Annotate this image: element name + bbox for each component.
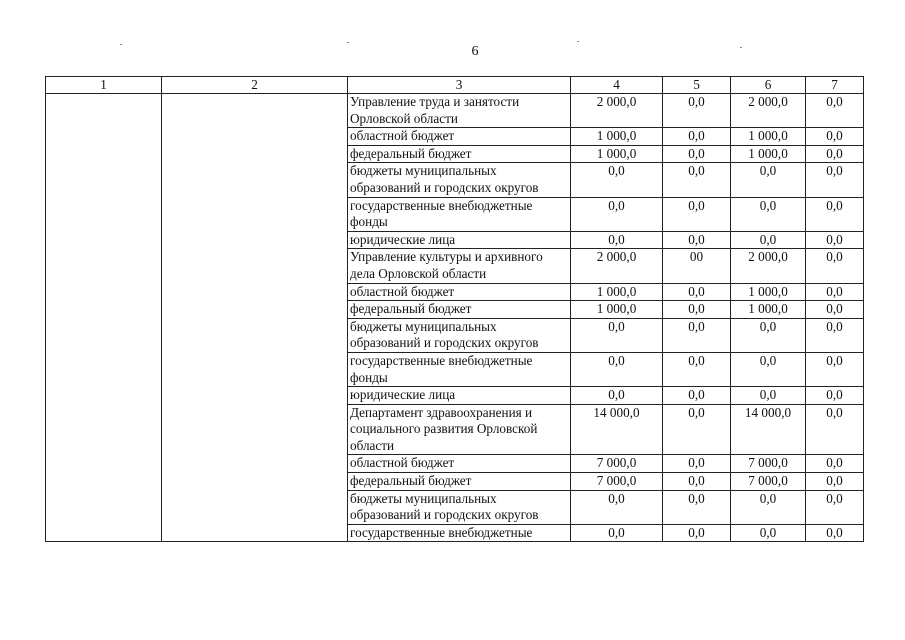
- amount-c7: 0,0: [806, 318, 864, 352]
- amount-c6: 0,0: [731, 352, 806, 386]
- amount-c5: 0,0: [663, 163, 731, 197]
- amount-c7: 0,0: [806, 197, 864, 231]
- amount-c4: 2 000,0: [571, 94, 663, 128]
- amount-c6: 0,0: [731, 387, 806, 405]
- scan-speck: [577, 41, 579, 42]
- column-1-cell: [46, 94, 162, 542]
- amount-c6: 0,0: [731, 197, 806, 231]
- funding-source-name: областной бюджет: [348, 455, 571, 473]
- amount-c7: 0,0: [806, 404, 864, 455]
- amount-c6: 7 000,0: [731, 455, 806, 473]
- amount-c6: 1 000,0: [731, 145, 806, 163]
- funding-source-name: федеральный бюджет: [348, 301, 571, 319]
- amount-c6: 0,0: [731, 524, 806, 542]
- amount-c4: 0,0: [571, 524, 663, 542]
- funding-source-name: бюджеты муниципальных образований и городских округов: [348, 318, 571, 352]
- amount-c6: 0,0: [731, 318, 806, 352]
- amount-c6: 1 000,0: [731, 128, 806, 146]
- amount-c7: 0,0: [806, 249, 864, 283]
- amount-c5: 0,0: [663, 490, 731, 524]
- scan-speck: [740, 47, 742, 48]
- amount-c5: 0,0: [663, 318, 731, 352]
- amount-c5: 0,0: [663, 455, 731, 473]
- amount-c6: 2 000,0: [731, 249, 806, 283]
- amount-c5: 0,0: [663, 197, 731, 231]
- amount-c4: 0,0: [571, 163, 663, 197]
- header-row: [46, 77, 864, 94]
- table-row: [46, 94, 864, 128]
- funding-source-name: Управление культуры и архивного дела Орловской области: [348, 249, 571, 283]
- funding-source-name: государственные внебюджетные: [348, 524, 571, 542]
- amount-c4: 1 000,0: [571, 128, 663, 146]
- column-header: 4: [571, 77, 663, 94]
- column-header: 5: [663, 77, 731, 94]
- amount-c5: 0,0: [663, 473, 731, 491]
- amount-c6: 0,0: [731, 231, 806, 249]
- amount-c7: 0,0: [806, 455, 864, 473]
- amount-c5: 0,0: [663, 352, 731, 386]
- funding-source-name: Управление труда и занятости Орловской области: [348, 94, 571, 128]
- amount-c4: 0,0: [571, 490, 663, 524]
- funding-source-name: государственные внебюджетные фонды: [348, 197, 571, 231]
- funding-source-name: федеральный бюджет: [348, 473, 571, 491]
- amount-c7: 0,0: [806, 145, 864, 163]
- funding-source-name: юридические лица: [348, 387, 571, 405]
- amount-c7: 0,0: [806, 163, 864, 197]
- amount-c4: 7 000,0: [571, 455, 663, 473]
- amount-c4: 0,0: [571, 318, 663, 352]
- amount-c6: 1 000,0: [731, 283, 806, 301]
- column-header: 2: [162, 77, 348, 94]
- amount-c5: 0,0: [663, 387, 731, 405]
- amount-c4: 0,0: [571, 197, 663, 231]
- amount-c7: 0,0: [806, 473, 864, 491]
- amount-c4: 0,0: [571, 352, 663, 386]
- funding-source-name: бюджеты муниципальных образований и городских округов: [348, 490, 571, 524]
- amount-c4: 0,0: [571, 231, 663, 249]
- table-body: [46, 94, 864, 542]
- budget-table: [45, 76, 864, 542]
- column-header: 7: [806, 77, 864, 94]
- funding-source-name: федеральный бюджет: [348, 145, 571, 163]
- amount-c6: 1 000,0: [731, 301, 806, 319]
- scan-speck: [347, 42, 349, 43]
- amount-c6: 14 000,0: [731, 404, 806, 455]
- amount-c7: 0,0: [806, 301, 864, 319]
- page-number: 6: [471, 44, 479, 59]
- column-2-cell: [162, 94, 348, 542]
- amount-c6: 2 000,0: [731, 94, 806, 128]
- amount-c5: 0,0: [663, 404, 731, 455]
- amount-c5: 0,0: [663, 283, 731, 301]
- amount-c7: 0,0: [806, 283, 864, 301]
- funding-source-name: государственные внебюджетные фонды: [348, 352, 571, 386]
- amount-c6: 7 000,0: [731, 473, 806, 491]
- amount-c7: 0,0: [806, 94, 864, 128]
- amount-c5: 0,0: [663, 231, 731, 249]
- scan-speck: [120, 44, 122, 45]
- amount-c7: 0,0: [806, 387, 864, 405]
- amount-c4: 2 000,0: [571, 249, 663, 283]
- amount-c4: 0,0: [571, 387, 663, 405]
- amount-c6: 0,0: [731, 490, 806, 524]
- amount-c7: 0,0: [806, 231, 864, 249]
- funding-source-name: бюджеты муниципальных образований и городских округов: [348, 163, 571, 197]
- amount-c7: 0,0: [806, 352, 864, 386]
- column-header: 3: [348, 77, 571, 94]
- column-header: 1: [46, 77, 162, 94]
- amount-c5: 0,0: [663, 128, 731, 146]
- funding-source-name: областной бюджет: [348, 283, 571, 301]
- funding-source-name: областной бюджет: [348, 128, 571, 146]
- amount-c4: 14 000,0: [571, 404, 663, 455]
- amount-c4: 1 000,0: [571, 301, 663, 319]
- amount-c4: 7 000,0: [571, 473, 663, 491]
- funding-source-name: Департамент здравоохранения и социального развития Орловской области: [348, 404, 571, 455]
- amount-c5: 0,0: [663, 145, 731, 163]
- amount-c6: 0,0: [731, 163, 806, 197]
- funding-source-name: юридические лица: [348, 231, 571, 249]
- amount-c4: 1 000,0: [571, 145, 663, 163]
- amount-c7: 0,0: [806, 524, 864, 542]
- amount-c5: 0,0: [663, 94, 731, 128]
- amount-c7: 0,0: [806, 490, 864, 524]
- amount-c4: 1 000,0: [571, 283, 663, 301]
- amount-c5: 00: [663, 249, 731, 283]
- amount-c5: 0,0: [663, 301, 731, 319]
- column-header: 6: [731, 77, 806, 94]
- amount-c5: 0,0: [663, 524, 731, 542]
- amount-c7: 0,0: [806, 128, 864, 146]
